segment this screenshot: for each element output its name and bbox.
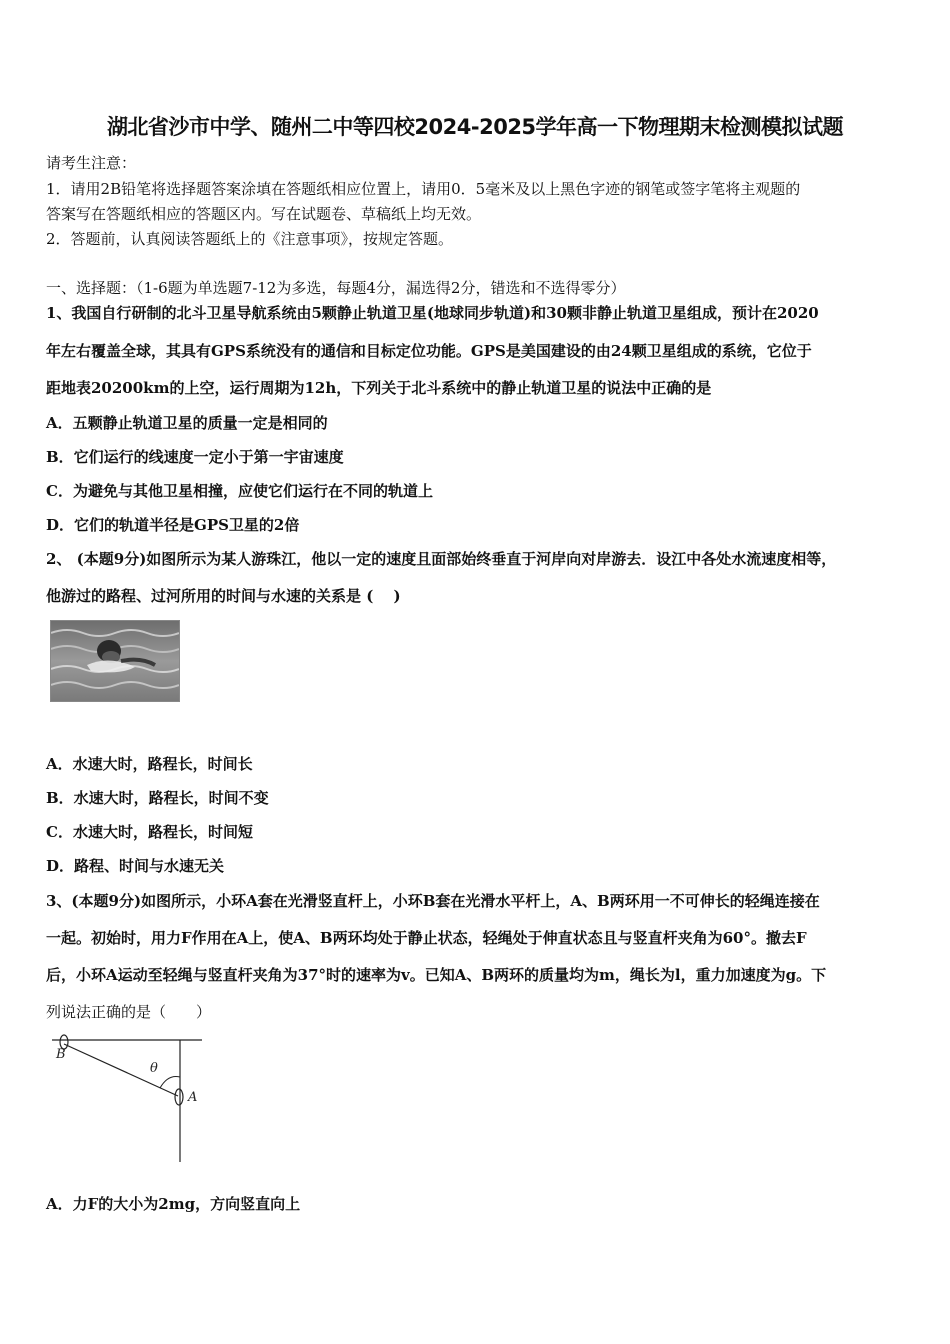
label-b: B (56, 1047, 66, 1062)
q1-option-c: C．为避免与其他卫星相撞，应使它们运行在不同的轨道上 (46, 482, 433, 500)
q1-stem-line-1: 1、我国自行研制的北斗卫星导航系统由5颗静止轨道卫星(地球同步轨道)和30颗非静止轨道卫星组成，预计在2020 (46, 304, 819, 322)
q1-stem-line-2: 年左右覆盖全球，其具有GPS系统没有的通信和目标定位功能。GPS是美国建设的由24颗卫星组成的系统，它位于 (46, 342, 812, 360)
notice-line-1: 1．请用2B铅笔将选择题答案涂填在答题纸相应位置上，请用0．5毫米及以上黑色字迹的钢笔或签字笔将主观题的 (46, 180, 801, 198)
ring-rod-diagram (50, 1030, 210, 1165)
rope (64, 1044, 178, 1096)
q3-stem-line-4: 列说法正确的是（ ） (46, 1003, 212, 1021)
q2-stem-line-1: 2、 (本题9分)如图所示为某人游珠江，他以一定的速度且面部始终垂直于河岸向对岸游去．设江中各处水流速度相等， (46, 550, 837, 568)
q1-option-b: B．它们运行的线速度一定小于第一宇宙速度 (46, 448, 344, 466)
page-title: 湖北省沙市中学、随州二中等四校2024-2025学年高一下物理期末检测模拟试题 (106, 115, 844, 139)
label-a: A (188, 1090, 198, 1105)
q2-option-d: D．路程、时间与水速无关 (46, 857, 225, 875)
notice-line-2: 答案写在答题纸相应的答题区内。写在试题卷、草稿纸上均无效。 (46, 205, 482, 223)
angle-arc (160, 1076, 180, 1088)
q1-option-d: D．它们的轨道半径是GPS卫星的2倍 (46, 516, 300, 534)
q3-stem-line-3: 后，小环A运动至轻绳与竖直杆夹角为37°时的速率为v。已知A、B两环的质量均为m，绳长为l，重力加速度为g。下 (46, 966, 827, 984)
q2-stem-line-2: 他游过的路程、过河所用的时间与水速的关系是 ( ) (46, 587, 401, 605)
notice-line-3: 2．答题前，认真阅读答题纸上的《注意事项》，按规定答题。 (46, 230, 454, 248)
section-heading: 一、选择题：（1-6题为单选题7-12为多选，每题4分，漏选得2分，错选和不选得零分） (46, 279, 626, 297)
q3-option-a: A．力F的大小为2mg，方向竖直向上 (46, 1195, 301, 1213)
q2-option-c: C．水速大时，路程长，时间短 (46, 823, 253, 841)
q3-stem-line-1: 3、(本题9分)如图所示，小环A套在光滑竖直杆上，小环B套在光滑水平杆上，A、B两环用一不可伸长的轻绳连接在 (46, 892, 820, 910)
q2-option-b: B．水速大时，路程长，时间不变 (46, 789, 269, 807)
swimmer-photo (50, 620, 180, 702)
q3-stem-line-2: 一起。初始时，用力F作用在A上，使A、B两环均处于静止状态，轻绳处于伸直状态且与竖直杆夹角为60°。撤去F (46, 929, 807, 947)
label-theta: θ (150, 1061, 158, 1076)
q2-option-a: A．水速大时，路程长，时间长 (46, 755, 253, 773)
q1-option-a: A．五颗静止轨道卫星的质量一定是相同的 (46, 414, 328, 432)
ring-a (175, 1089, 183, 1105)
q1-stem-line-3: 距地表20200km的上空，运行周期为12h，下列关于北斗系统中的静止轨道卫星的说法中正确的是 (46, 379, 712, 397)
notice-heading: 请考生注意： (46, 154, 137, 172)
